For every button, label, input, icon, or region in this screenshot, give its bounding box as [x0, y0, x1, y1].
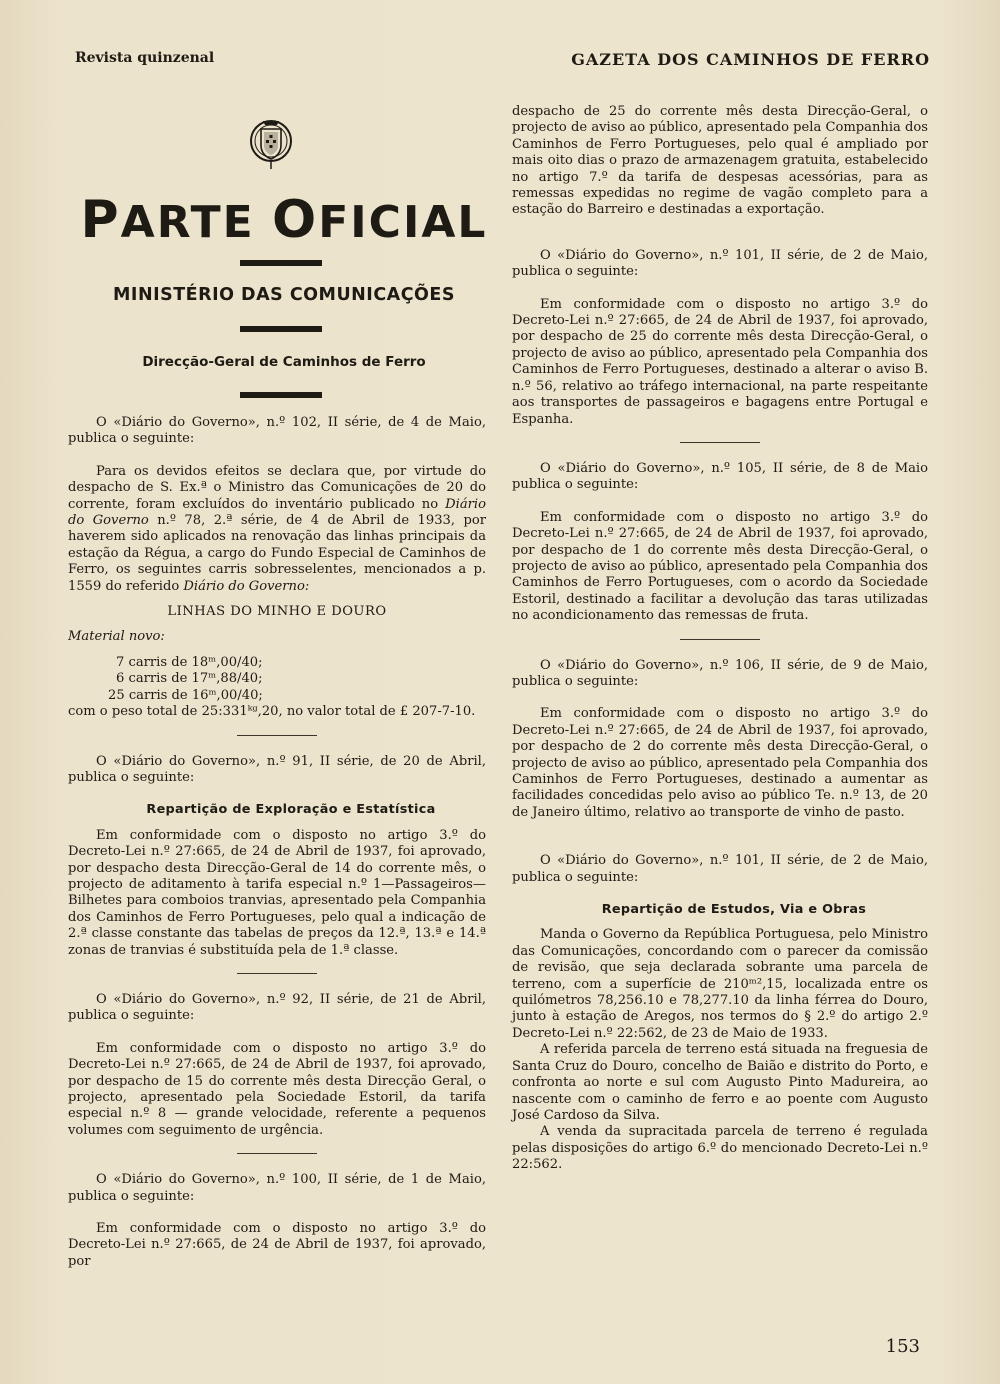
material-total: com o peso total de 25:331ᵏᵍ,20, no valor total de £ 207-7-10. — [68, 704, 476, 720]
section-rule — [680, 639, 760, 640]
notice-intro: O «Diário do Governo», n.º 92, II série, de 21 de Abril, publica o seguinte: — [68, 991, 486, 1024]
section-rule — [237, 973, 317, 974]
divider-bar — [240, 326, 322, 332]
section-heading: Repartição de Estudos, Via e Obras — [601, 902, 867, 918]
section-rule — [680, 233, 760, 234]
notice-intro: O «Diário do Governo», n.º 106, II série, de 9 de Maio, publica o seguinte: — [512, 657, 928, 689]
divider-bar — [240, 392, 322, 398]
notice-body: A venda da supracitada parcela de terreno é regulada pelas disposições do artigo 6.º do mencionado Decreto-Lei n.º 22:562. — [512, 1124, 928, 1173]
notice-body: Em conformidade com o disposto no artigo 3.º do Decreto-Lei n.º 27:665, de 24 de Abril de 1937, foi aprovado, por despacho desta Direcção-Geral de 14 do corrente mês, o projecto de aditamento à tarifa especial n.º 1—Passageiros—Bilhetes para comboios tranvias, apresentado pela Companhia dos Caminhos de Ferro Portugueses, pelo qual a indicação de 2.ª classe constante das tabelas de preços da 12.ª, 13.ª e 14.ª zonas de tranvias é substituída pela de 1.ª classe. — [68, 827, 486, 958]
section-rule — [237, 735, 317, 736]
running-header-left: Revista quinzenal — [75, 50, 215, 66]
section-rule — [237, 1153, 317, 1154]
notice-intro: O «Diário do Governo», n.º 91, II série, de 20 de Abril, publica o seguinte: — [68, 753, 486, 785]
directorate-heading: Direcção-Geral de Caminhos de Ferro — [142, 354, 426, 370]
coat-of-arms-icon — [249, 115, 293, 171]
notice-body-continued: despacho de 25 do corrente mês desta Direcção-Geral, o projecto de aviso ao público, apresentado pela Companhia dos Caminhos de Ferro Portugueses, pelo qual é ampliado por mais oito dias o prazo de armazenagem gratuita, estabelecido no artigo 7.º da tarifa de despesas acessórias, para as remessas expedidas no regime de vagão completo para a estação do Barreiro e destinadas a exportação. — [512, 104, 928, 218]
material-item: 25 carris de 16ᵐ,00/40; — [108, 687, 263, 703]
notice-body: Para os devidos efeitos se declara que, por virtude do despacho de S. Ex.ª o Ministro das Comunicações de 20 do corrente, foram excluídos do inventário publicado no Diário do Governo n.º 78, 2.ª série, de 4 de Abril de 1933, por haverem sido aplicados na renovação das linhas principais da estação da Régua, a cargo do Fundo Especial de Caminhos de Ferro, os seguintes carris sobresselentes, mencionados a p. 1559 do referido Diário do Governo: — [68, 463, 486, 594]
notice-intro: O «Diário do Governo», n.º 101, II série, de 2 de Maio, publica o seguinte: — [512, 853, 928, 885]
notice-body: Manda o Governo da República Portuguesa, pelo Ministro das Comunicações, concordando com o parecer da comissão de revisão, que seja declarada sobrante uma parcela de terreno, com a superfície de 210ᵐ²,15, localizada entre os quilómetros 78,256.10 e 78,277.10 da linha férrea do Douro, junto à estação de Aregos, nos termos do § 2.º do artigo 2.º Decreto-Lei n.º 22:562, de 23 de Maio de 1933. — [512, 927, 928, 1041]
notice-body: A referida parcela de terreno está situada na freguesia de Santa Cruz do Douro, concelho de Baião e distrito do Porto, e confronta ao norte e sul com Augusto Pinto Madureira, ao nascente com o caminho de ferro e ao poente com Augusto José Cardoso da Silva. — [512, 1042, 928, 1123]
material-item: 6 carris de 17ᵐ,88/40; — [116, 671, 263, 687]
ministry-heading: MINISTÉRIO DAS COMUNICAÇÕES — [113, 285, 455, 305]
material-item: 7 carris de 18ᵐ,00/40; — [116, 654, 263, 670]
material-label: Material novo: — [68, 629, 165, 645]
divider-bar — [240, 260, 322, 266]
notice-body: Em conformidade com o disposto no artigo 3.º do Decreto-Lei n.º 27:665, de 24 de Abril de 1937, foi aprovado, por despacho de 2 do corrente mês desta Direcção-Geral, o projecto de aviso ao público, apresentado pela Companhia dos Caminhos de Ferro Portugueses, destinado a aumentar as facilidades concedidas pelo aviso ao público Te. n.º 13, de 20 de Janeiro último, relativo ao transporte de vinho de pasto. — [512, 706, 928, 820]
title-initial-2: O — [272, 190, 319, 250]
title-rest-1: ARTE — [120, 197, 255, 248]
lines-heading: LINHAS DO MINHO E DOURO — [167, 604, 387, 620]
section-rule — [680, 442, 760, 443]
notice-body: Em conformidade com o disposto no artigo 3.º do Decreto-Lei n.º 27:665, de 24 de Abril de 1937, foi aprovado, por despacho de 15 do corrente mês desta Direcção Geral, o projecto, apresentado pela Sociedade Estoril, da tarifa especial n.º 8 — grande velocidade, referente a pequenos volumes com seguimento de urgência. — [68, 1040, 486, 1138]
left-column — [68, 415, 486, 1270]
right-column — [512, 104, 928, 1174]
title-initial-1: P — [80, 190, 121, 250]
notice-body: Em conformidade com o disposto no artigo 3.º do Decreto-Lei n.º 27:665, de 24 de Abril de 1937, foi aprovado, por — [68, 1221, 486, 1269]
notice-intro: O «Diário do Governo», n.º 102, II série, de 4 de Maio, publica o seguinte: — [68, 415, 486, 447]
running-header-right: GAZETA DOS CAMINHOS DE FERRO — [571, 50, 930, 69]
page-title — [74, 190, 494, 250]
notice-body: Em conformidade com o disposto no artigo 3.º do Decreto-Lei n.º 27:665, de 24 de Abril de 1937, foi aprovado, por despacho de 25 do corrente mês desta Direcção-Geral, o projecto de aviso ao público, apresentado pela Companhia dos Caminhos de Ferro Portugueses, destinado a alterar o aviso B. n.º 56, relativo ao tráfego internacional, na parte respeitante aos transportes de passageiros e bagagens entre Portugal e Espanha. — [512, 296, 928, 427]
notice-intro: O «Diário do Governo», n.º 101, II série, de 2 de Maio, publica o seguinte: — [512, 247, 928, 280]
section-heading: Repartição de Exploração e Estatística — [146, 802, 436, 818]
notice-intro: O «Diário do Governo», n.º 105, II série, de 8 de Maio publica o seguinte: — [512, 460, 928, 493]
page-number: 153 — [885, 1336, 920, 1357]
title-rest-2: FICIAL — [318, 197, 488, 248]
notice-intro: O «Diário do Governo», n.º 100, II série, de 1 de Maio, publica o seguinte: — [68, 1172, 486, 1204]
notice-body: Em conformidade com o disposto no artigo 3.º do Decreto-Lei n.º 27:665, de 24 de Abril de 1937, foi aprovado, por despacho de 1 do corrente mês desta Direcção-Geral, o projecto de aviso ao público, apresentado pela Companhia dos Caminhos de Ferro Portugueses, com o acordo da Sociedade Estoril, destinado a facilitar a devolução das taras utilizadas no acondicionamento das remessas de fruta. — [512, 509, 928, 624]
